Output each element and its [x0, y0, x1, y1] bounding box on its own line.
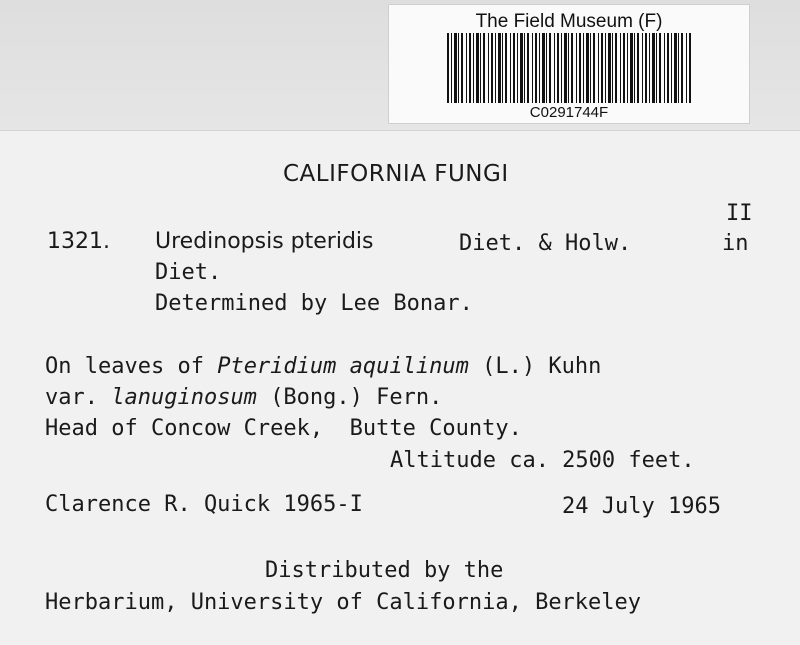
distributing-herbarium: Herbarium, University of California, Berkeley [45, 590, 642, 615]
species-name: Uredinopsis pteridis [155, 229, 374, 254]
host-line [45, 354, 601, 380]
variety-authority: (Bong.) Fern. [270, 385, 443, 410]
variety-prefix: var. [45, 385, 98, 410]
barcode-number: C0291744F [529, 104, 609, 121]
variety-line [45, 385, 442, 411]
collection-date: 24 July 1965 [562, 494, 721, 519]
specimen-number: 1321. [47, 229, 110, 254]
variety-name: lanuginosum [111, 385, 257, 410]
locality-line [45, 416, 522, 442]
locality: Head of Concow Creek, [45, 416, 324, 441]
stage-top: II [726, 201, 753, 226]
species-authority-continued: Diet. [155, 260, 222, 285]
stage-bottom: in [722, 231, 749, 256]
county: Butte County. [349, 416, 522, 441]
collector: Clarence R. Quick 1965-I [45, 492, 363, 517]
specimen-label [0, 130, 800, 645]
host-prefix: On leaves of [45, 354, 204, 379]
barcode-institution: The Field Museum (F) [475, 11, 663, 32]
distributed-by: Distributed by the [265, 558, 504, 583]
host-name: Pteridium aquilinum [217, 354, 469, 379]
determined-by: Determined by Lee Bonar. [155, 291, 473, 316]
host-authority: (L.) Kuhn [482, 354, 602, 379]
barcode-icon [447, 33, 693, 103]
species-authority: Diet. & Holw. [459, 231, 632, 256]
label-title: CALIFORNIA FUNGI [283, 161, 509, 187]
barcode-label [388, 4, 750, 124]
altitude: Altitude ca. 2500 feet. [390, 448, 695, 473]
